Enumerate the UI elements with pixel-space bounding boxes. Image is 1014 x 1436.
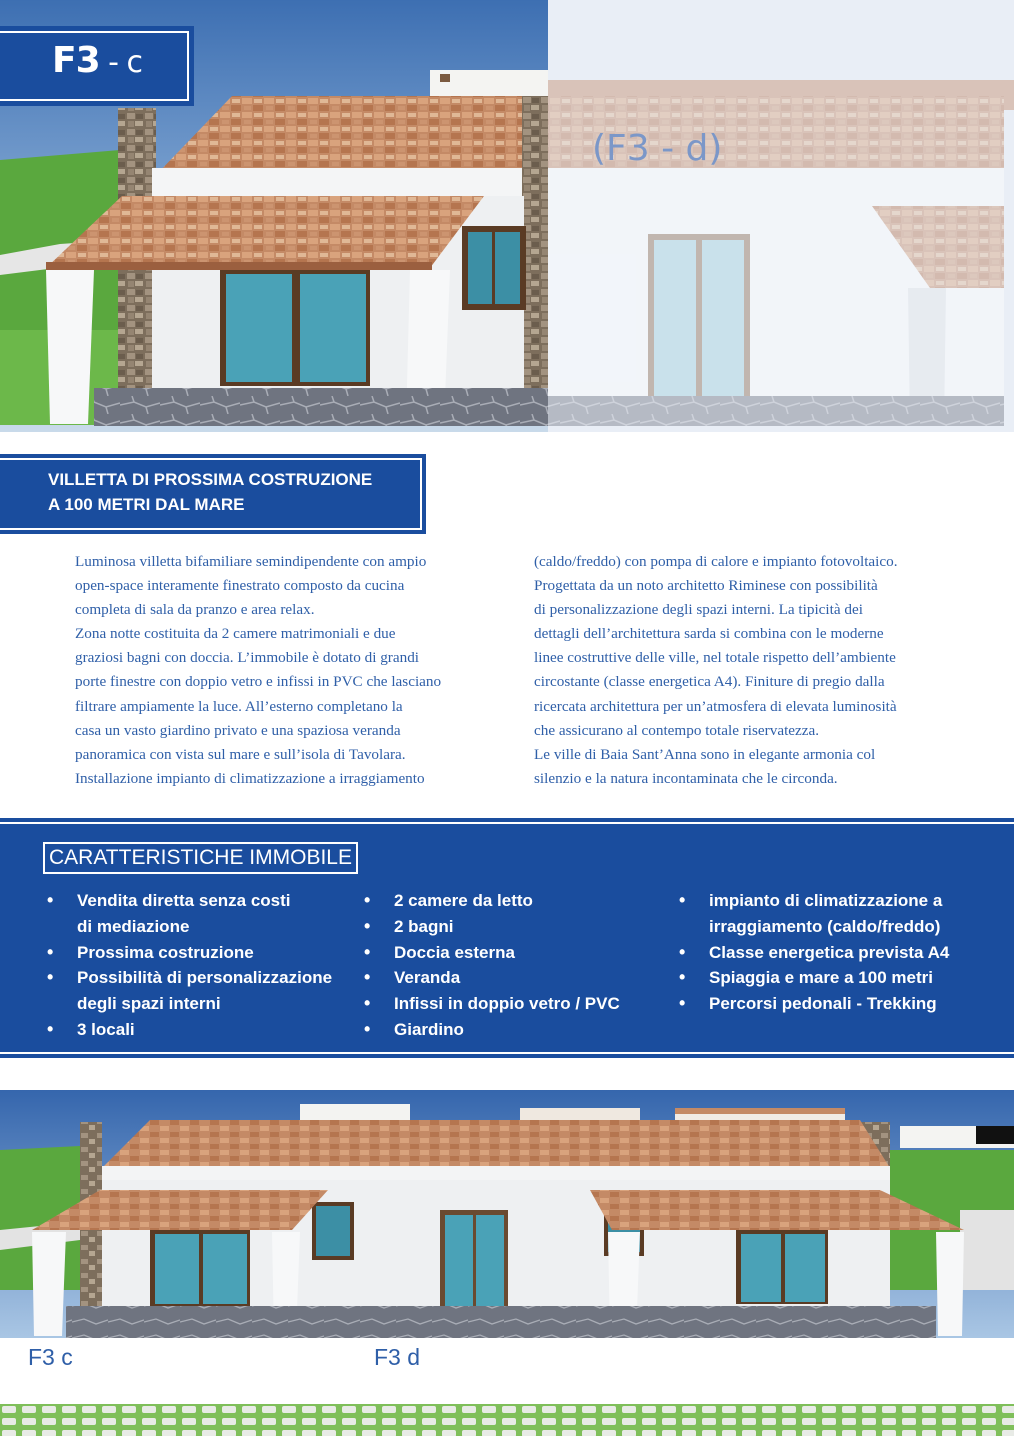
features-title: CARATTERISTICHE IMMOBILE	[43, 842, 358, 874]
feature-item	[47, 940, 332, 966]
unit-suffix: - c	[99, 45, 143, 80]
feature-text-continued: irraggiamento (caldo/freddo)	[709, 916, 941, 936]
unit-code-label	[52, 40, 142, 81]
unit-badge	[0, 26, 194, 106]
description-line: linee costruttive delle ville, nel totale rispetto dell’ambiente	[534, 649, 896, 667]
description-line: graziosi bagni con doccia. L’immobile è dotato di grandi	[75, 649, 420, 667]
feature-item	[679, 888, 949, 940]
caption-left-unit: F3 c	[28, 1344, 73, 1370]
feature-item	[364, 914, 620, 940]
features-rule-bottom	[0, 1052, 1014, 1054]
feature-text: Doccia esterna	[394, 942, 515, 962]
feature-text: Infissi in doppio vetro / PVC	[394, 994, 620, 1014]
description-line: completa di sala da pranzo e area relax.	[75, 601, 315, 619]
feature-item	[364, 888, 620, 914]
caption-right-unit: F3 d	[374, 1344, 421, 1370]
description-column-right	[534, 550, 974, 791]
feature-text: Classe energetica prevista A4	[709, 942, 950, 962]
unit-code: F3	[52, 40, 100, 81]
description-column-left	[75, 550, 505, 791]
feature-text: impianto di climatizzazione a	[709, 891, 943, 910]
description-line: che assicurano al contempo totale riservatezza.	[534, 721, 820, 739]
features-column-1	[47, 888, 332, 1043]
description-line: porte finestre con doppio vetro e infissi in PVC che lasciano	[75, 673, 442, 691]
paver-grass-image	[0, 1404, 1014, 1436]
feature-text: Possibilità di personalizzazione	[77, 968, 333, 988]
feature-text: Prossima costruzione	[77, 942, 254, 962]
description-line: (caldo/freddo) con pompa di calore e impianto fotovoltaico.	[534, 553, 898, 570]
description-line: silenzio e la natura incontaminata che le circonda.	[534, 769, 838, 787]
features-rule-top	[0, 822, 1014, 824]
description-line: casa un vasto giardino privato e una spaziosa veranda	[75, 721, 401, 739]
feature-text: Percorsi pedonali - Trekking	[709, 994, 937, 1014]
footer-lawn-strip	[0, 1404, 1014, 1436]
title-banner	[0, 454, 426, 534]
description-line: Zona notte costituita da 2 camere matrimoniali e due	[75, 625, 396, 643]
features-column-3	[679, 888, 949, 1017]
title-banner-border	[0, 458, 422, 530]
feature-item	[679, 991, 949, 1017]
feature-text: Vendita diretta senza costi	[77, 891, 291, 910]
villa-pair-render-image	[0, 1090, 1014, 1338]
description-line: circostante (classe energetica A4). Finiture di pregio dalla	[534, 673, 885, 691]
feature-item	[679, 965, 949, 991]
feature-text: Veranda	[394, 968, 461, 988]
description-line: panoramica con vista sul mare e sull’isola di Tavolara.	[75, 745, 406, 763]
features-column-2	[364, 888, 620, 1043]
feature-text: 2 camere da letto	[394, 891, 533, 910]
description-line: filtrare ampiamente la luce. All’esterno completano la	[75, 697, 403, 715]
description-line: dettagli dell’architettura sarda si combina con le moderne	[534, 625, 884, 643]
feature-item	[47, 1017, 332, 1043]
title-line-2: A 100 METRI DAL MARE	[48, 495, 245, 514]
feature-item	[47, 888, 332, 940]
hero-render	[0, 0, 1014, 432]
feature-text: Giardino	[394, 1019, 464, 1039]
bottom-render	[0, 1090, 1014, 1338]
description-line: Progettata da un noto architetto Riminese con possibilità	[534, 577, 878, 595]
feature-item	[364, 965, 620, 991]
feature-item	[679, 940, 949, 966]
feature-text: Spiaggia e mare a 100 metri	[709, 968, 933, 988]
description-line: Luminosa villetta bifamiliare semindipendente con ampio	[75, 553, 427, 570]
feature-text: 3 locali	[77, 1019, 135, 1039]
description-line: ricercata architettura per un’atmosfera di elevata luminosità	[534, 697, 897, 715]
feature-item	[47, 965, 332, 1017]
feature-text-continued: degli spazi interni	[77, 994, 221, 1014]
description-line: Installazione impianto di climatizzazione a irraggiamento	[75, 769, 425, 787]
feature-text-continued: di mediazione	[77, 916, 190, 936]
description-line: open-space interamente finestrato composto da cucina	[75, 577, 405, 595]
feature-text: 2 bagni	[394, 916, 454, 936]
feature-item	[364, 991, 620, 1017]
description-line: di personalizzazione degli spazi interni. La tipicità dei	[534, 601, 863, 619]
neighbor-unit-label: (F3 - d)	[592, 128, 723, 169]
title-line-1: VILLETTA DI PROSSIMA COSTRUZIONE	[48, 470, 373, 489]
features-band	[0, 818, 1014, 1058]
description-line: Le ville di Baia Sant’Anna sono in elegante armonia col	[534, 745, 876, 763]
feature-item	[364, 1017, 620, 1043]
feature-item	[364, 940, 620, 966]
